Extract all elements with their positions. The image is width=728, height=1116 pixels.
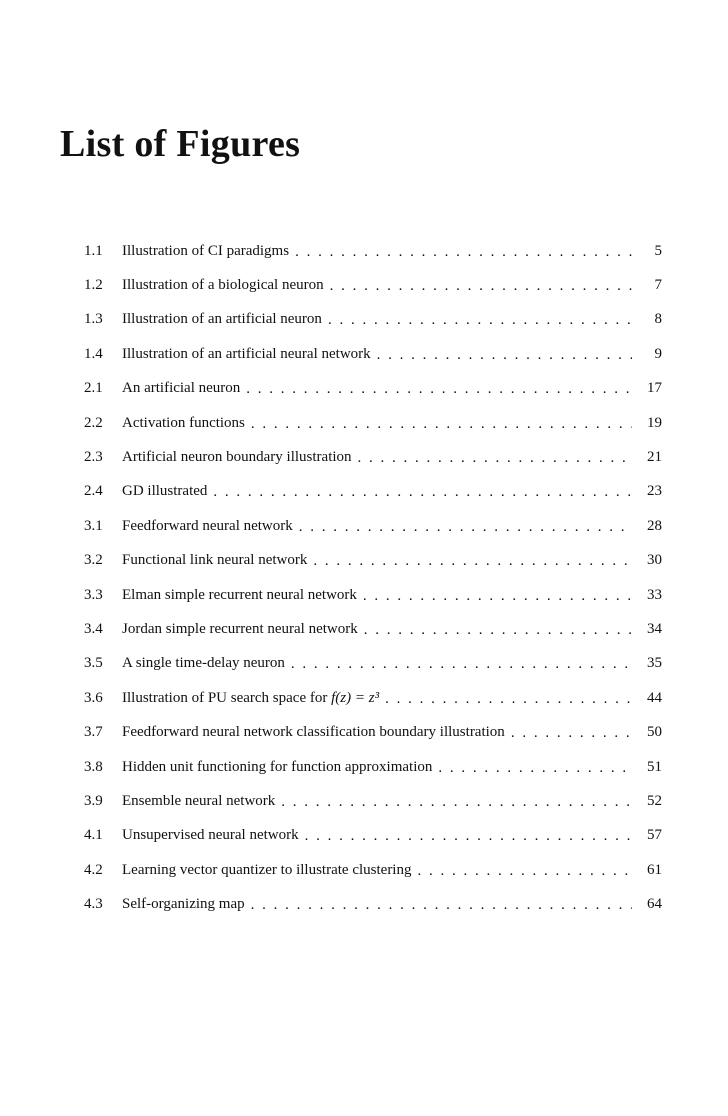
figure-title: Learning vector quantizer to illustrate clustering bbox=[122, 861, 412, 878]
figure-title: GD illustrated bbox=[122, 483, 208, 500]
dot-leader bbox=[511, 726, 632, 741]
page-number: 19 bbox=[647, 414, 662, 431]
figure-title-wrapper bbox=[122, 690, 385, 707]
figure-title: Feedforward neural network classification boundary illustration bbox=[122, 724, 505, 741]
figure-title: Artificial neuron boundary illustration bbox=[122, 449, 352, 466]
figure-number: 2.2 bbox=[84, 414, 103, 431]
dot-leader bbox=[330, 279, 632, 294]
figure-math-expression: f(z) = z³ bbox=[331, 689, 380, 706]
page-number: 61 bbox=[647, 861, 662, 878]
page-number: 50 bbox=[647, 724, 662, 741]
list-item bbox=[84, 440, 662, 474]
page-number: 5 bbox=[654, 242, 662, 259]
figure-number: 3.9 bbox=[84, 792, 103, 809]
page-number: 23 bbox=[647, 483, 662, 500]
list-item bbox=[84, 372, 662, 406]
dot-leader bbox=[213, 485, 632, 500]
list-item bbox=[84, 303, 662, 337]
figure-title: Self-organizing map bbox=[122, 896, 245, 913]
figure-number: 2.3 bbox=[84, 449, 103, 466]
figure-number: 1.2 bbox=[84, 277, 103, 294]
figure-title: Unsupervised neural network bbox=[122, 827, 299, 844]
figure-title: Illustration of PU search space for bbox=[122, 689, 328, 706]
dot-leader bbox=[299, 520, 632, 535]
figure-number: 3.3 bbox=[84, 586, 103, 603]
dot-leader bbox=[438, 761, 632, 776]
list-item bbox=[84, 853, 662, 887]
figure-number: 4.1 bbox=[84, 827, 103, 844]
list-item bbox=[84, 406, 662, 440]
page-number: 9 bbox=[654, 345, 662, 362]
dot-leader bbox=[417, 864, 632, 879]
figure-title: Activation functions bbox=[122, 414, 245, 431]
dot-leader bbox=[251, 417, 632, 432]
page-number: 35 bbox=[647, 655, 662, 672]
figure-title: Illustration of CI paradigms bbox=[122, 242, 290, 259]
list-item bbox=[84, 819, 662, 853]
figure-number: 3.6 bbox=[84, 689, 103, 706]
list-item bbox=[84, 612, 662, 646]
dot-leader bbox=[364, 623, 632, 638]
figure-title: Jordan simple recurrent neural network bbox=[122, 620, 358, 637]
dot-leader bbox=[295, 245, 632, 260]
figure-title: Ensemble neural network bbox=[122, 792, 276, 809]
page-number: 52 bbox=[647, 792, 662, 809]
dot-leader bbox=[305, 829, 632, 844]
figure-number: 2.4 bbox=[84, 483, 103, 500]
figure-number: 1.4 bbox=[84, 345, 103, 362]
list-item bbox=[84, 715, 662, 749]
list-item bbox=[84, 509, 662, 543]
dot-leader bbox=[313, 554, 632, 569]
list-item bbox=[84, 578, 662, 612]
figure-number: 3.2 bbox=[84, 552, 103, 569]
list-item bbox=[84, 647, 662, 681]
dot-leader bbox=[363, 589, 632, 604]
figure-title: Functional link neural network bbox=[122, 552, 308, 569]
figure-title: An artificial neuron bbox=[122, 380, 241, 397]
list-item bbox=[84, 544, 662, 578]
dot-leader bbox=[328, 313, 632, 328]
list-item bbox=[84, 234, 662, 268]
page-number: 21 bbox=[647, 449, 662, 466]
list-item bbox=[84, 887, 662, 921]
dot-leader bbox=[385, 692, 632, 707]
figure-number: 3.4 bbox=[84, 620, 103, 637]
figure-number: 3.1 bbox=[84, 517, 103, 534]
list-item bbox=[84, 784, 662, 818]
page-number: 28 bbox=[647, 517, 662, 534]
page-number: 17 bbox=[647, 380, 662, 397]
figure-number: 4.2 bbox=[84, 861, 103, 878]
figure-number: 1.3 bbox=[84, 311, 103, 328]
page-number: 34 bbox=[647, 620, 662, 637]
list-item bbox=[84, 337, 662, 371]
dot-leader bbox=[358, 451, 632, 466]
dot-leader bbox=[281, 795, 632, 810]
figure-title: Illustration of an artificial neuron bbox=[122, 311, 322, 328]
list-item bbox=[84, 681, 662, 715]
page-number: 64 bbox=[647, 896, 662, 913]
figure-number: 3.5 bbox=[84, 655, 103, 672]
dot-leader bbox=[251, 898, 632, 913]
list-item bbox=[84, 750, 662, 784]
figure-number: 4.3 bbox=[84, 896, 103, 913]
page-number: 7 bbox=[654, 277, 662, 294]
figure-title: Hidden unit functioning for function approximation bbox=[122, 758, 433, 775]
figure-title: Illustration of an artificial neural network bbox=[122, 345, 371, 362]
figure-title: Elman simple recurrent neural network bbox=[122, 586, 357, 603]
figure-number: 1.1 bbox=[84, 242, 103, 259]
page-number: 30 bbox=[647, 552, 662, 569]
page-title: List of Figures bbox=[60, 123, 301, 165]
page-number: 51 bbox=[647, 758, 662, 775]
figure-title: Illustration of a biological neuron bbox=[122, 277, 324, 294]
figure-title: A single time-delay neuron bbox=[122, 655, 285, 672]
figure-list bbox=[84, 234, 662, 922]
figure-number: 3.8 bbox=[84, 758, 103, 775]
figure-title: Feedforward neural network bbox=[122, 517, 293, 534]
list-item bbox=[84, 475, 662, 509]
list-item bbox=[84, 268, 662, 302]
figure-number: 3.7 bbox=[84, 724, 103, 741]
figure-number: 2.1 bbox=[84, 380, 103, 397]
page-number: 8 bbox=[654, 311, 662, 328]
page-number: 57 bbox=[647, 827, 662, 844]
page-number: 33 bbox=[647, 586, 662, 603]
dot-leader bbox=[291, 657, 632, 672]
dot-leader bbox=[246, 382, 632, 397]
page-number: 44 bbox=[647, 689, 662, 706]
dot-leader bbox=[377, 348, 632, 363]
